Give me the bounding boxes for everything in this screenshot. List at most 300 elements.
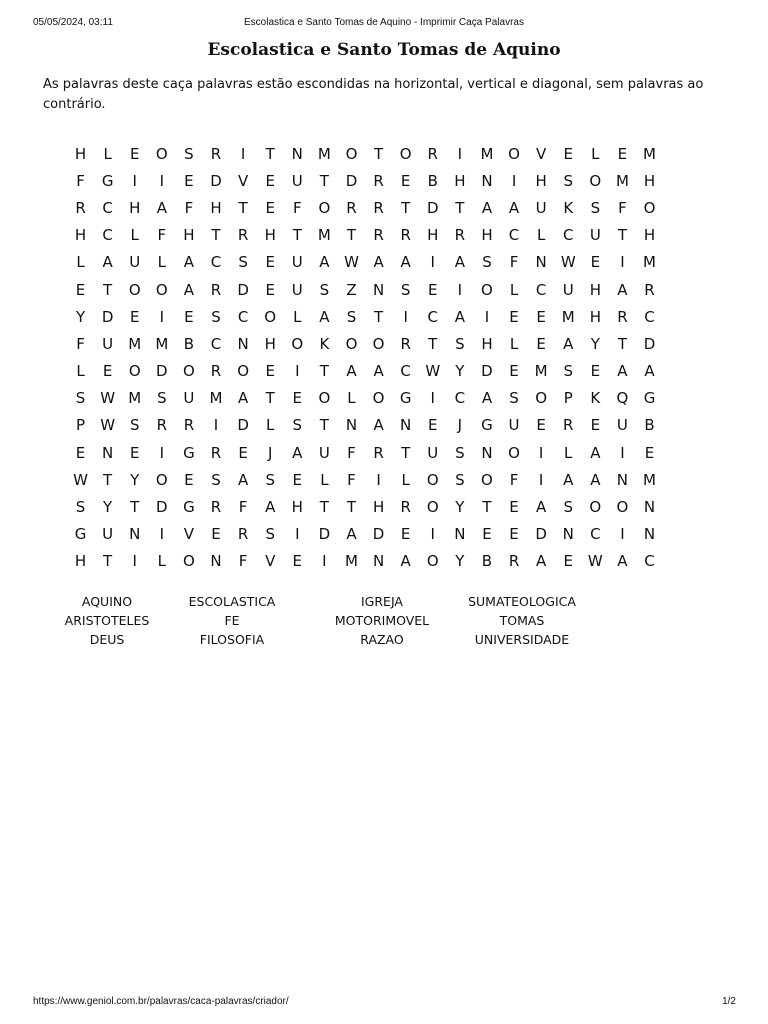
grid-cell: I bbox=[295, 525, 300, 544]
letter-grid bbox=[67, 140, 663, 575]
grid-cell: S bbox=[129, 416, 140, 435]
grid-cell: T bbox=[428, 334, 438, 353]
grid-cell: D bbox=[101, 307, 114, 326]
grid-cell: E bbox=[129, 307, 140, 326]
grid-cell: G bbox=[481, 416, 493, 435]
grid-cell: A bbox=[508, 198, 520, 217]
grid-cell: A bbox=[237, 470, 249, 489]
grid-cell: O bbox=[616, 498, 629, 517]
grid-cell: N bbox=[102, 443, 114, 462]
grid-cell: O bbox=[291, 334, 304, 353]
grid-cell: H bbox=[535, 171, 547, 190]
grid-cell: R bbox=[617, 307, 628, 326]
grid-cell: F bbox=[347, 470, 356, 489]
grid-cell: W bbox=[100, 416, 116, 435]
grid-row bbox=[67, 412, 663, 439]
grid-cell: H bbox=[210, 198, 222, 217]
grid-cell: E bbox=[75, 443, 86, 462]
word-list-item: DEUS bbox=[89, 632, 125, 647]
grid-cell: T bbox=[319, 362, 329, 381]
puzzle-title: Escolastica e Santo Tomas de Aquino bbox=[207, 40, 561, 60]
grid-cell: O bbox=[128, 362, 141, 381]
grid-cell: I bbox=[620, 525, 625, 544]
grid-cell: F bbox=[509, 253, 519, 272]
grid-cell: O bbox=[399, 144, 412, 163]
grid-cell: R bbox=[210, 280, 222, 299]
word-list-item: ARISTOTELES bbox=[64, 613, 150, 628]
word-list-item: SUMATEOLOGICA bbox=[468, 594, 576, 609]
grid-cell: F bbox=[347, 443, 356, 462]
grid-cell: R bbox=[183, 416, 195, 435]
grid-cell: A bbox=[183, 253, 195, 272]
grid-cell: Y bbox=[455, 362, 465, 381]
grid-cell: U bbox=[183, 389, 195, 408]
grid-cell: S bbox=[319, 280, 330, 299]
grid-cell: F bbox=[76, 171, 85, 190]
grid-cell: I bbox=[484, 307, 490, 326]
grid-cell: O bbox=[264, 307, 277, 326]
grid-cell: E bbox=[428, 416, 438, 435]
grid-cell: P bbox=[76, 416, 86, 435]
grid-cell: B bbox=[644, 416, 655, 435]
grid-cell: E bbox=[265, 253, 275, 272]
grid-cell: E bbox=[184, 470, 194, 489]
grid-cell: E bbox=[563, 144, 573, 163]
grid-cell: Z bbox=[346, 280, 357, 299]
grid-cell: T bbox=[401, 443, 411, 462]
grid-cell: O bbox=[372, 334, 385, 353]
grid-cell: A bbox=[265, 498, 276, 517]
grid-cell: I bbox=[132, 171, 137, 190]
grid-cell: C bbox=[644, 307, 655, 326]
grid-cell: R bbox=[400, 498, 411, 517]
grid-cell: D bbox=[535, 525, 547, 544]
word-list-item: ESCOLASTICA bbox=[188, 594, 276, 609]
grid-cell: R bbox=[210, 498, 222, 517]
grid-cell: N bbox=[643, 525, 656, 544]
grid-cell: O bbox=[128, 280, 141, 299]
grid-cell: E bbox=[617, 144, 628, 163]
grid-cell: H bbox=[264, 226, 276, 245]
grid-cell: O bbox=[318, 198, 331, 217]
grid-cell: O bbox=[508, 144, 520, 163]
instructions: As palavras deste caça palavras estão escondidas na horizontal, vertical e diagonal, sem palavras ao contrário. bbox=[43, 77, 704, 112]
grid-cell: I bbox=[430, 525, 435, 544]
grid-cell: H bbox=[129, 198, 141, 217]
grid-cell: R bbox=[346, 198, 357, 217]
grid-cell: R bbox=[75, 198, 86, 217]
grid-cell: A bbox=[237, 389, 249, 408]
grid-cell: R bbox=[210, 362, 222, 381]
grid-cell: H bbox=[589, 307, 601, 326]
grid-cell: S bbox=[184, 144, 194, 163]
grid-cell: R bbox=[237, 525, 249, 544]
grid-cell: C bbox=[535, 280, 547, 299]
grid-cell: W bbox=[560, 253, 576, 272]
grid-cell: R bbox=[210, 443, 222, 462]
grid-cell: L bbox=[157, 552, 166, 571]
grid-cell: L bbox=[157, 253, 166, 272]
grid-cell: U bbox=[291, 280, 303, 299]
grid-cell: U bbox=[562, 280, 574, 299]
grid-cell: R bbox=[508, 552, 520, 571]
grid-cell: E bbox=[292, 470, 303, 489]
grid-cell: L bbox=[76, 362, 85, 381]
grid-cell: A bbox=[590, 443, 601, 462]
grid-cell: I bbox=[457, 280, 463, 299]
grid-cell: E bbox=[184, 171, 194, 190]
grid-cell: T bbox=[373, 144, 384, 163]
grid-cell: M bbox=[317, 144, 331, 163]
grid-cell: R bbox=[427, 144, 438, 163]
grid-cell: B bbox=[481, 552, 493, 571]
grid-cell: U bbox=[291, 171, 303, 190]
grid-cell: O bbox=[155, 144, 168, 163]
grid-cell: L bbox=[564, 443, 573, 462]
grid-cell: F bbox=[238, 552, 248, 571]
grid-cell: O bbox=[155, 280, 168, 299]
grid-cell: N bbox=[291, 144, 303, 163]
grid-cell: D bbox=[372, 525, 385, 544]
grid-cell: O bbox=[426, 552, 439, 571]
grid-cell: A bbox=[454, 253, 465, 272]
grid-cell: U bbox=[427, 443, 439, 462]
grid-cell: V bbox=[183, 525, 195, 544]
grid-cell: O bbox=[237, 362, 250, 381]
grid-cell: A bbox=[563, 334, 574, 353]
grid-cell: C bbox=[562, 226, 574, 245]
grid-cell: E bbox=[265, 362, 275, 381]
grid-cell: C bbox=[400, 362, 411, 381]
grid-cell: D bbox=[210, 171, 222, 190]
grid-cell: O bbox=[589, 171, 602, 190]
grid-cell: E bbox=[536, 307, 546, 326]
grid-cell: N bbox=[237, 334, 249, 353]
grid-cell: A bbox=[373, 416, 384, 435]
grid-cell: C bbox=[102, 198, 113, 217]
grid-cell: E bbox=[102, 362, 113, 381]
word-list-item: FE bbox=[224, 613, 240, 628]
grid-cell: I bbox=[240, 144, 246, 163]
grid-cell: K bbox=[590, 389, 601, 408]
grid-cell: E bbox=[265, 171, 275, 190]
grid-cell: F bbox=[509, 470, 519, 489]
grid-cell: R bbox=[373, 443, 384, 462]
grid-cell: S bbox=[482, 253, 492, 272]
grid-cell: E bbox=[644, 443, 655, 462]
grid-cell: O bbox=[155, 470, 168, 489]
grid-cell: R bbox=[400, 226, 411, 245]
grid-cell: U bbox=[102, 525, 114, 544]
grid-cell: A bbox=[102, 253, 113, 272]
grid-cell: D bbox=[156, 362, 168, 381]
grid-cell: N bbox=[210, 552, 222, 571]
grid-cell: N bbox=[372, 280, 385, 299]
grid-cell: E bbox=[265, 198, 275, 217]
grid-cell: N bbox=[562, 525, 574, 544]
grid-row bbox=[67, 439, 663, 466]
grid-cell: C bbox=[508, 226, 520, 245]
grid-cell: M bbox=[561, 307, 575, 326]
grid-cell: I bbox=[213, 416, 219, 435]
grid-cell: U bbox=[129, 253, 141, 272]
grid-cell: Y bbox=[455, 498, 465, 517]
grid-cell: L bbox=[266, 416, 275, 435]
grid-cell: B bbox=[427, 171, 438, 190]
grid-cell: E bbox=[563, 552, 573, 571]
grid-cell: H bbox=[454, 171, 466, 190]
grid-cell: A bbox=[617, 280, 628, 299]
grid-row bbox=[67, 167, 663, 194]
grid-cell: L bbox=[293, 307, 302, 326]
grid-cell: D bbox=[318, 525, 331, 544]
grid-row bbox=[67, 385, 663, 412]
grid-cell: O bbox=[183, 362, 195, 381]
grid-cell: Y bbox=[130, 470, 140, 489]
grid-cell: G bbox=[183, 498, 195, 517]
grid-cell: H bbox=[643, 226, 656, 245]
grid-cell: A bbox=[563, 470, 574, 489]
grid-cell: T bbox=[103, 470, 113, 489]
grid-cell: U bbox=[508, 416, 520, 435]
grid-cell: A bbox=[400, 552, 411, 571]
grid-cell: L bbox=[509, 280, 519, 299]
grid-cell: R bbox=[373, 198, 384, 217]
grid-cell: P bbox=[563, 389, 573, 408]
grid-cell: D bbox=[237, 280, 249, 299]
grid-row bbox=[67, 303, 663, 330]
grid-cell: W bbox=[100, 389, 116, 408]
grid-cell: E bbox=[265, 280, 275, 299]
grid-cell: J bbox=[267, 443, 273, 462]
grid-row bbox=[67, 466, 663, 493]
grid-cell: E bbox=[129, 443, 140, 462]
grid-cell: I bbox=[159, 525, 165, 544]
grid-cell: T bbox=[617, 334, 627, 353]
grid-cell: T bbox=[103, 552, 113, 571]
grid-cell: I bbox=[159, 443, 165, 462]
grid-cell: H bbox=[589, 280, 601, 299]
grid-cell: F bbox=[292, 198, 302, 217]
grid-cell: A bbox=[156, 198, 167, 217]
grid-cell: O bbox=[372, 389, 385, 408]
grid-cell: A bbox=[346, 525, 357, 544]
grid-cell: A bbox=[481, 198, 493, 217]
grid-cell: E bbox=[509, 362, 519, 381]
grid-cell: I bbox=[538, 470, 544, 489]
grid-row bbox=[67, 548, 663, 575]
grid-cell: M bbox=[480, 144, 494, 163]
word-list bbox=[52, 593, 582, 649]
grid-cell: E bbox=[184, 307, 194, 326]
grid-cell: E bbox=[536, 416, 546, 435]
word-list-item: TOMAS bbox=[499, 613, 545, 628]
grid-cell: S bbox=[400, 280, 411, 299]
grid-cell: A bbox=[536, 552, 547, 571]
grid-cell: I bbox=[132, 552, 137, 571]
grid-cell: A bbox=[617, 362, 628, 381]
grid-cell: N bbox=[129, 525, 141, 544]
grid-cell: R bbox=[454, 226, 466, 245]
grid-cell: O bbox=[643, 198, 656, 217]
grid-cell: A bbox=[183, 280, 195, 299]
grid-cell: E bbox=[129, 144, 140, 163]
grid-cell: S bbox=[265, 470, 275, 489]
grid-cell: R bbox=[237, 226, 249, 245]
grid-cell: C bbox=[102, 226, 113, 245]
grid-cell: V bbox=[265, 552, 276, 571]
grid-row bbox=[67, 140, 663, 167]
grid-cell: M bbox=[643, 470, 656, 489]
grid-cell: S bbox=[455, 334, 465, 353]
print-url[interactable]: https://www.geniol.com.br/palavras/caca-palavras/criador/ bbox=[33, 996, 289, 1007]
grid-cell: I bbox=[511, 171, 517, 190]
grid-cell: L bbox=[103, 144, 112, 163]
grid-cell: I bbox=[620, 443, 625, 462]
grid-cell: C bbox=[454, 389, 466, 408]
grid-cell: N bbox=[372, 552, 385, 571]
grid-cell: R bbox=[373, 226, 384, 245]
grid-cell: U bbox=[616, 416, 628, 435]
grid-cell: T bbox=[130, 498, 140, 517]
grid-cell: T bbox=[346, 498, 357, 517]
grid-cell: Y bbox=[455, 552, 465, 571]
grid-cell: M bbox=[209, 389, 223, 408]
page-number: 1/2 bbox=[722, 996, 736, 1007]
grid-cell: O bbox=[426, 470, 439, 489]
grid-row bbox=[67, 222, 663, 249]
grid-cell: A bbox=[319, 253, 330, 272]
grid-cell: E bbox=[211, 525, 221, 544]
grid-cell: C bbox=[237, 307, 249, 326]
grid-cell: K bbox=[319, 334, 330, 353]
grid-cell: S bbox=[509, 389, 519, 408]
grid-cell: I bbox=[322, 552, 327, 571]
grid-cell: A bbox=[346, 362, 357, 381]
grid-cell: E bbox=[292, 552, 303, 571]
grid-cell: T bbox=[292, 226, 302, 245]
grid-cell: C bbox=[210, 334, 222, 353]
grid-cell: B bbox=[183, 334, 195, 353]
grid-cell: I bbox=[376, 470, 381, 489]
grid-cell: A bbox=[373, 253, 384, 272]
grid-cell: I bbox=[430, 389, 435, 408]
grid-cell: S bbox=[455, 443, 465, 462]
grid-cell: F bbox=[238, 498, 248, 517]
grid-cell: E bbox=[590, 362, 601, 381]
grid-cell: N bbox=[345, 416, 358, 435]
grid-cell: T bbox=[319, 171, 329, 190]
grid-cell: N bbox=[481, 171, 493, 190]
grid-cell: M bbox=[643, 144, 656, 163]
grid-cell: T bbox=[319, 416, 329, 435]
grid-row bbox=[67, 194, 663, 221]
grid-cell: N bbox=[481, 443, 493, 462]
grid-cell: F bbox=[157, 226, 167, 245]
grid-cell: Q bbox=[616, 389, 629, 408]
grid-cell: T bbox=[238, 198, 248, 217]
grid-cell: D bbox=[345, 171, 358, 190]
grid-cell: Y bbox=[590, 334, 600, 353]
grid-cell: I bbox=[430, 253, 435, 272]
grid-cell: F bbox=[618, 198, 627, 217]
grid-cell: A bbox=[400, 253, 411, 272]
grid-cell: V bbox=[237, 171, 249, 190]
grid-cell: O bbox=[535, 389, 548, 408]
grid-cell: R bbox=[156, 416, 168, 435]
grid-cell: R bbox=[563, 416, 574, 435]
grid-cell: L bbox=[509, 334, 519, 353]
grid-cell: N bbox=[535, 253, 547, 272]
grid-cell: G bbox=[643, 389, 656, 408]
grid-cell: A bbox=[481, 389, 493, 408]
grid-cell: G bbox=[74, 525, 87, 544]
grid-cell: R bbox=[373, 171, 384, 190]
grid-cell: U bbox=[318, 443, 330, 462]
grid-cell: S bbox=[590, 198, 601, 217]
grid-cell: I bbox=[457, 144, 463, 163]
grid-cell: M bbox=[128, 389, 142, 408]
grid-cell: T bbox=[211, 226, 221, 245]
grid-cell: H bbox=[372, 498, 385, 517]
grid-cell: N bbox=[616, 470, 629, 489]
grid-cell: T bbox=[455, 198, 465, 217]
grid-cell: E bbox=[509, 307, 519, 326]
grid-cell: S bbox=[157, 389, 167, 408]
grid-cell: T bbox=[482, 498, 492, 517]
grid-cell: U bbox=[102, 334, 114, 353]
grid-cell: O bbox=[508, 443, 520, 462]
grid-cell: A bbox=[373, 362, 384, 381]
grid-cell: A bbox=[590, 470, 601, 489]
grid-cell: D bbox=[643, 334, 656, 353]
grid-cell: A bbox=[292, 443, 303, 462]
grid-cell: N bbox=[400, 416, 412, 435]
grid-cell: O bbox=[481, 470, 493, 489]
grid-cell: E bbox=[509, 498, 519, 517]
print-datetime: 05/05/2024, 03:11 bbox=[33, 17, 113, 28]
grid-cell: A bbox=[644, 362, 655, 381]
grid-cell: U bbox=[589, 226, 601, 245]
grid-cell: F bbox=[184, 198, 194, 217]
grid-cell: A bbox=[319, 307, 330, 326]
grid-cell: S bbox=[265, 525, 275, 544]
grid-row bbox=[67, 249, 663, 276]
grid-cell: S bbox=[292, 416, 303, 435]
print-page-title: Escolastica e Santo Tomas de Aquino - Imprimir Caça Palavras bbox=[244, 17, 524, 28]
grid-cell: E bbox=[428, 280, 438, 299]
grid-cell: T bbox=[401, 198, 411, 217]
grid-cell: S bbox=[75, 498, 86, 517]
grid-cell: W bbox=[344, 253, 359, 272]
word-list-item: RAZAO bbox=[360, 632, 404, 647]
grid-cell: F bbox=[76, 334, 85, 353]
word-list-item: MOTORIMOVEL bbox=[334, 613, 430, 628]
grid-cell: H bbox=[183, 226, 195, 245]
grid-cell: H bbox=[74, 144, 87, 163]
grid-cell: H bbox=[74, 552, 87, 571]
grid-cell: S bbox=[211, 470, 221, 489]
grid-cell: L bbox=[320, 470, 329, 489]
grid-cell: I bbox=[159, 171, 165, 190]
grid-row bbox=[67, 330, 663, 357]
grid-row bbox=[67, 358, 663, 385]
grid-cell: D bbox=[426, 198, 439, 217]
grid-cell: K bbox=[563, 198, 574, 217]
grid-cell: I bbox=[403, 307, 408, 326]
grid-cell: G bbox=[183, 443, 195, 462]
grid-cell: C bbox=[644, 552, 655, 571]
